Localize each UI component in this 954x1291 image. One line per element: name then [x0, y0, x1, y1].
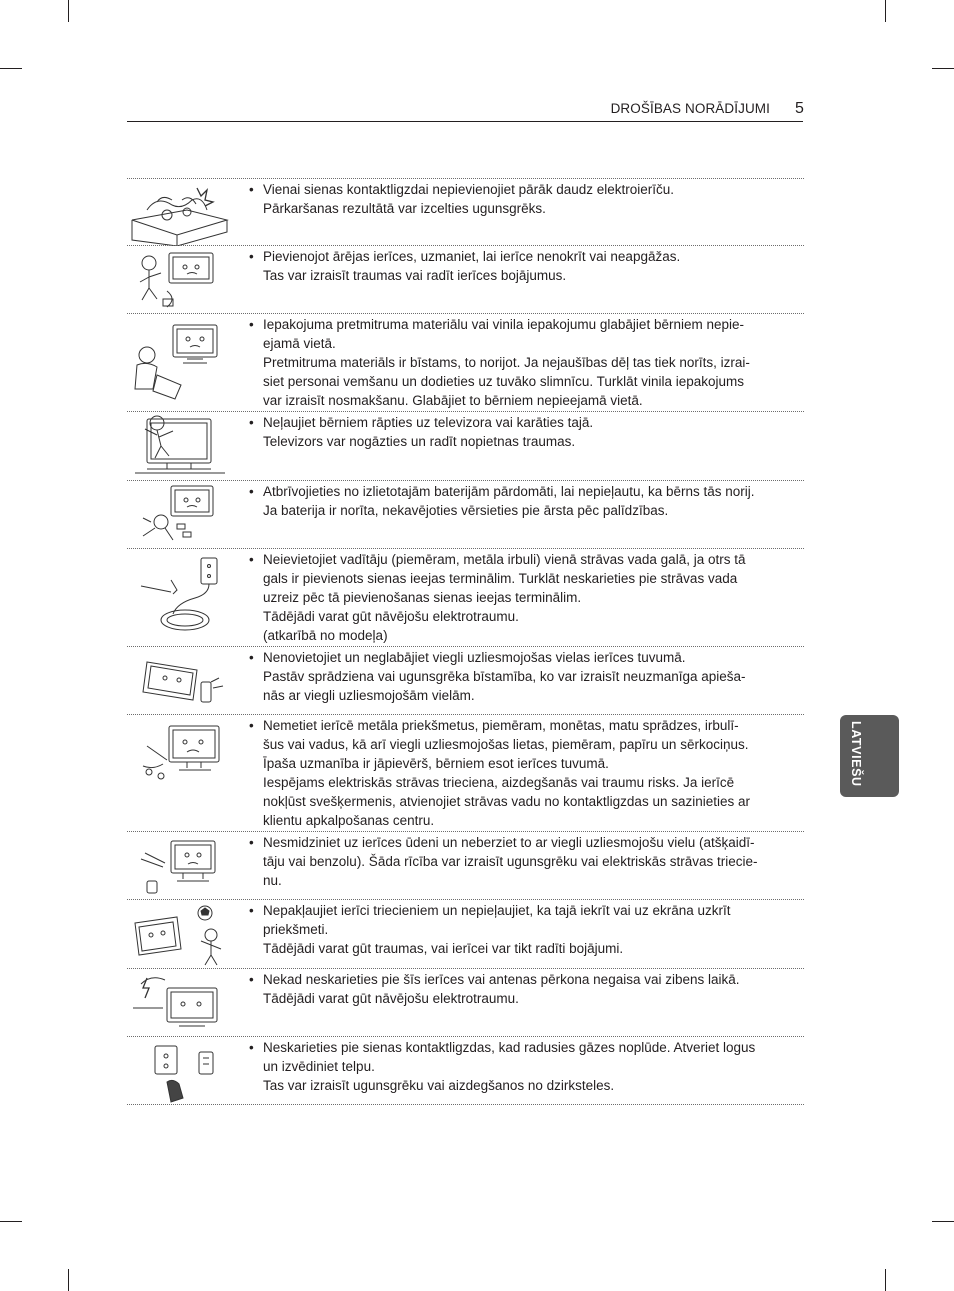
safety-text: [249, 716, 794, 830]
crop-mark: [68, 0, 69, 22]
crop-mark: [885, 1269, 886, 1291]
crop-mark: [0, 1221, 22, 1222]
bullet: •: [249, 484, 254, 499]
safety-text: [249, 247, 794, 285]
safety-row: [127, 548, 804, 646]
safety-row: [127, 178, 804, 245]
bullet: •: [249, 650, 254, 665]
safety-row: [127, 1036, 804, 1105]
safety-text: [249, 315, 794, 410]
bullet: •: [249, 903, 254, 918]
safety-text: [249, 550, 794, 645]
bullet: •: [249, 552, 254, 567]
liquid-spray-tv-icon: [127, 833, 233, 900]
crop-mark: [885, 0, 886, 22]
bullet: •: [249, 182, 254, 197]
safety-row: [127, 480, 804, 548]
safety-text: [249, 1038, 794, 1095]
packaging-child-icon: [127, 315, 233, 412]
bullet: •: [249, 835, 254, 850]
language-tab: [840, 715, 899, 797]
safety-row: [127, 411, 804, 480]
lightning-antenna-icon: [127, 970, 233, 1037]
language-tab-label: LATVIEŠU: [849, 721, 863, 787]
safety-paragraph: Neievietojiet vadītāju (piemēram, metāla irbuli) vienā strāvas vada galā, ja otrs tā gals ir pievienots sienas ieejas terminālim. Turklāt neskarieties pie strāvas vada uzreiz pēc tā pievienošanas sienas ieejas terminālim. Tādējādi varat gūt nāvējošu elektrotraumu. (atkarībā no modeļa): [263, 552, 746, 643]
bullet: •: [249, 972, 254, 987]
overloaded-outlet-icon: [127, 180, 233, 246]
safety-paragraph: Nemetiet ierīcē metāla priekšmetus, piemēram, monētas, matu sprādzes, irbulī- šus vai vadus, kā arī viegli uzliesmojošas lietas, piemēram, papīru un sērkociņus. Īpaša uzmanība ir jāpievērš, bērniem esot ierīces tuvumā. Iespējams elektriskās strāvas trieciena, aizdegšanās vai traumu risks. Ja ierīcē nokļūst svešķermenis, atvienojiet strāvas vadu no kontaktligzdas un sazinieties ar klientu apkalpošanas centru.: [263, 718, 750, 828]
safety-paragraph: Atbrīvojieties no izlietotajām baterijām pārdomāti, lai nepieļautu, ka bērns tās norij. Ja baterija ir norīta, nekavējoties vērsieties pie ārsta pēc palīdzības.: [263, 484, 755, 518]
battery-swallow-icon: [127, 482, 233, 549]
header-title: DROŠĪBAS NORĀDĪJUMI: [610, 101, 770, 116]
safety-text: [249, 648, 794, 705]
safety-text: [249, 901, 794, 958]
safety-row: [127, 831, 804, 899]
crop-mark: [68, 1269, 69, 1291]
safety-paragraph: Neskarieties pie sienas kontaktligzdas, kad radusies gāzes noplūde. Atveriet logus un izvēdiniet telpu. Tas var izraisīt ugunsgrēku vai aizdegšanos no dzirksteles.: [263, 1040, 756, 1093]
bullet: •: [249, 249, 254, 264]
gas-leak-outlet-icon: [127, 1038, 233, 1105]
safety-paragraph: Iepakojuma pretmitruma materiālu vai vinila iepakojumu glabājiet bērniem nepie- ejamā vietā. Pretmitruma materiāls ir bīstams, to norijot. Ja nejaušības dēļ tas tiek norīts, izrai- siet personai vemšanu un dodieties uz tuvāko slimnīcu. Turklāt vinila iepakojums var izraisīt nosmakšanu. Glabājiet to bērniem nepieejamā vietā.: [263, 317, 750, 408]
safety-row: [127, 245, 804, 313]
crop-mark: [932, 1221, 954, 1222]
tv-falling-child-icon: [127, 247, 233, 314]
safety-row: [127, 646, 804, 714]
bullet: •: [249, 317, 254, 332]
safety-table: [127, 178, 804, 1105]
metal-wire-outlet-icon: [127, 550, 233, 647]
safety-paragraph: Nepakļaujiet ierīci triecieniem un nepieļaujiet, ka tajā iekrīt vai uz ekrāna uzkrīt priekšmeti. Tādējādi varat gūt traumas, vai ierīcei var tikt radīti bojājumi.: [263, 903, 731, 956]
bullet: •: [249, 1040, 254, 1055]
safety-paragraph: Pievienojot ārējas ierīces, uzmaniet, lai ierīce nenokrīt vai neapgāžas. Tas var izraisīt traumas vai radīt ierīces bojājumus.: [263, 249, 681, 283]
safety-paragraph: Neļaujiet bērniem rāpties uz televizora vai karāties tajā. Televizors var nogāzties un radīt nopietnas traumas.: [263, 415, 594, 449]
bullet: •: [249, 718, 254, 733]
safety-paragraph: Nenovietojiet un neglabājiet viegli uzliesmojošas vielas ierīces tuvumā. Pastāv sprādziena vai ugunsgrēka bīstamība, ko var izraisīt neuzmanīga apieša- nās ar viegli uzliesmojošām vielām.: [263, 650, 746, 703]
safety-text: [249, 833, 794, 890]
page-number: 5: [795, 100, 804, 117]
safety-text: [249, 180, 794, 218]
metal-objects-tv-icon: [127, 716, 233, 832]
safety-row: [127, 714, 804, 831]
ball-impact-tv-icon: [127, 901, 233, 969]
safety-row: [127, 899, 804, 968]
safety-paragraph: Vienai sienas kontaktligzdai nepievienojiet pārāk daudz elektroierīču. Pārkaršanas rezultātā var izcelties ugunsgrēks.: [263, 182, 675, 216]
header-rule: [127, 121, 803, 122]
safety-text: [249, 482, 794, 520]
safety-paragraph: Nekad neskarieties pie šīs ierīces vai antenas pērkona negaisa vai zibens laikā. Tādējādi varat gūt nāvējošu elektrotraumu.: [263, 972, 740, 1006]
safety-row: [127, 313, 804, 411]
safety-row: [127, 968, 804, 1036]
safety-text: [249, 970, 794, 1008]
flammable-spray-icon: [127, 648, 233, 715]
safety-text: [249, 413, 794, 451]
crop-mark: [932, 68, 954, 69]
safety-paragraph: Nesmidziniet uz ierīces ūdeni un neberziet to ar viegli uzliesmojošu vielu (atšķaidī- tāju vai benzolu). Šāda rīcība var izraisīt ugunsgrēku vai elektriskās strāvas triecie- nu.: [263, 835, 758, 888]
bullet: •: [249, 415, 254, 430]
child-climbing-tv-icon: [127, 413, 233, 481]
crop-mark: [0, 68, 22, 69]
